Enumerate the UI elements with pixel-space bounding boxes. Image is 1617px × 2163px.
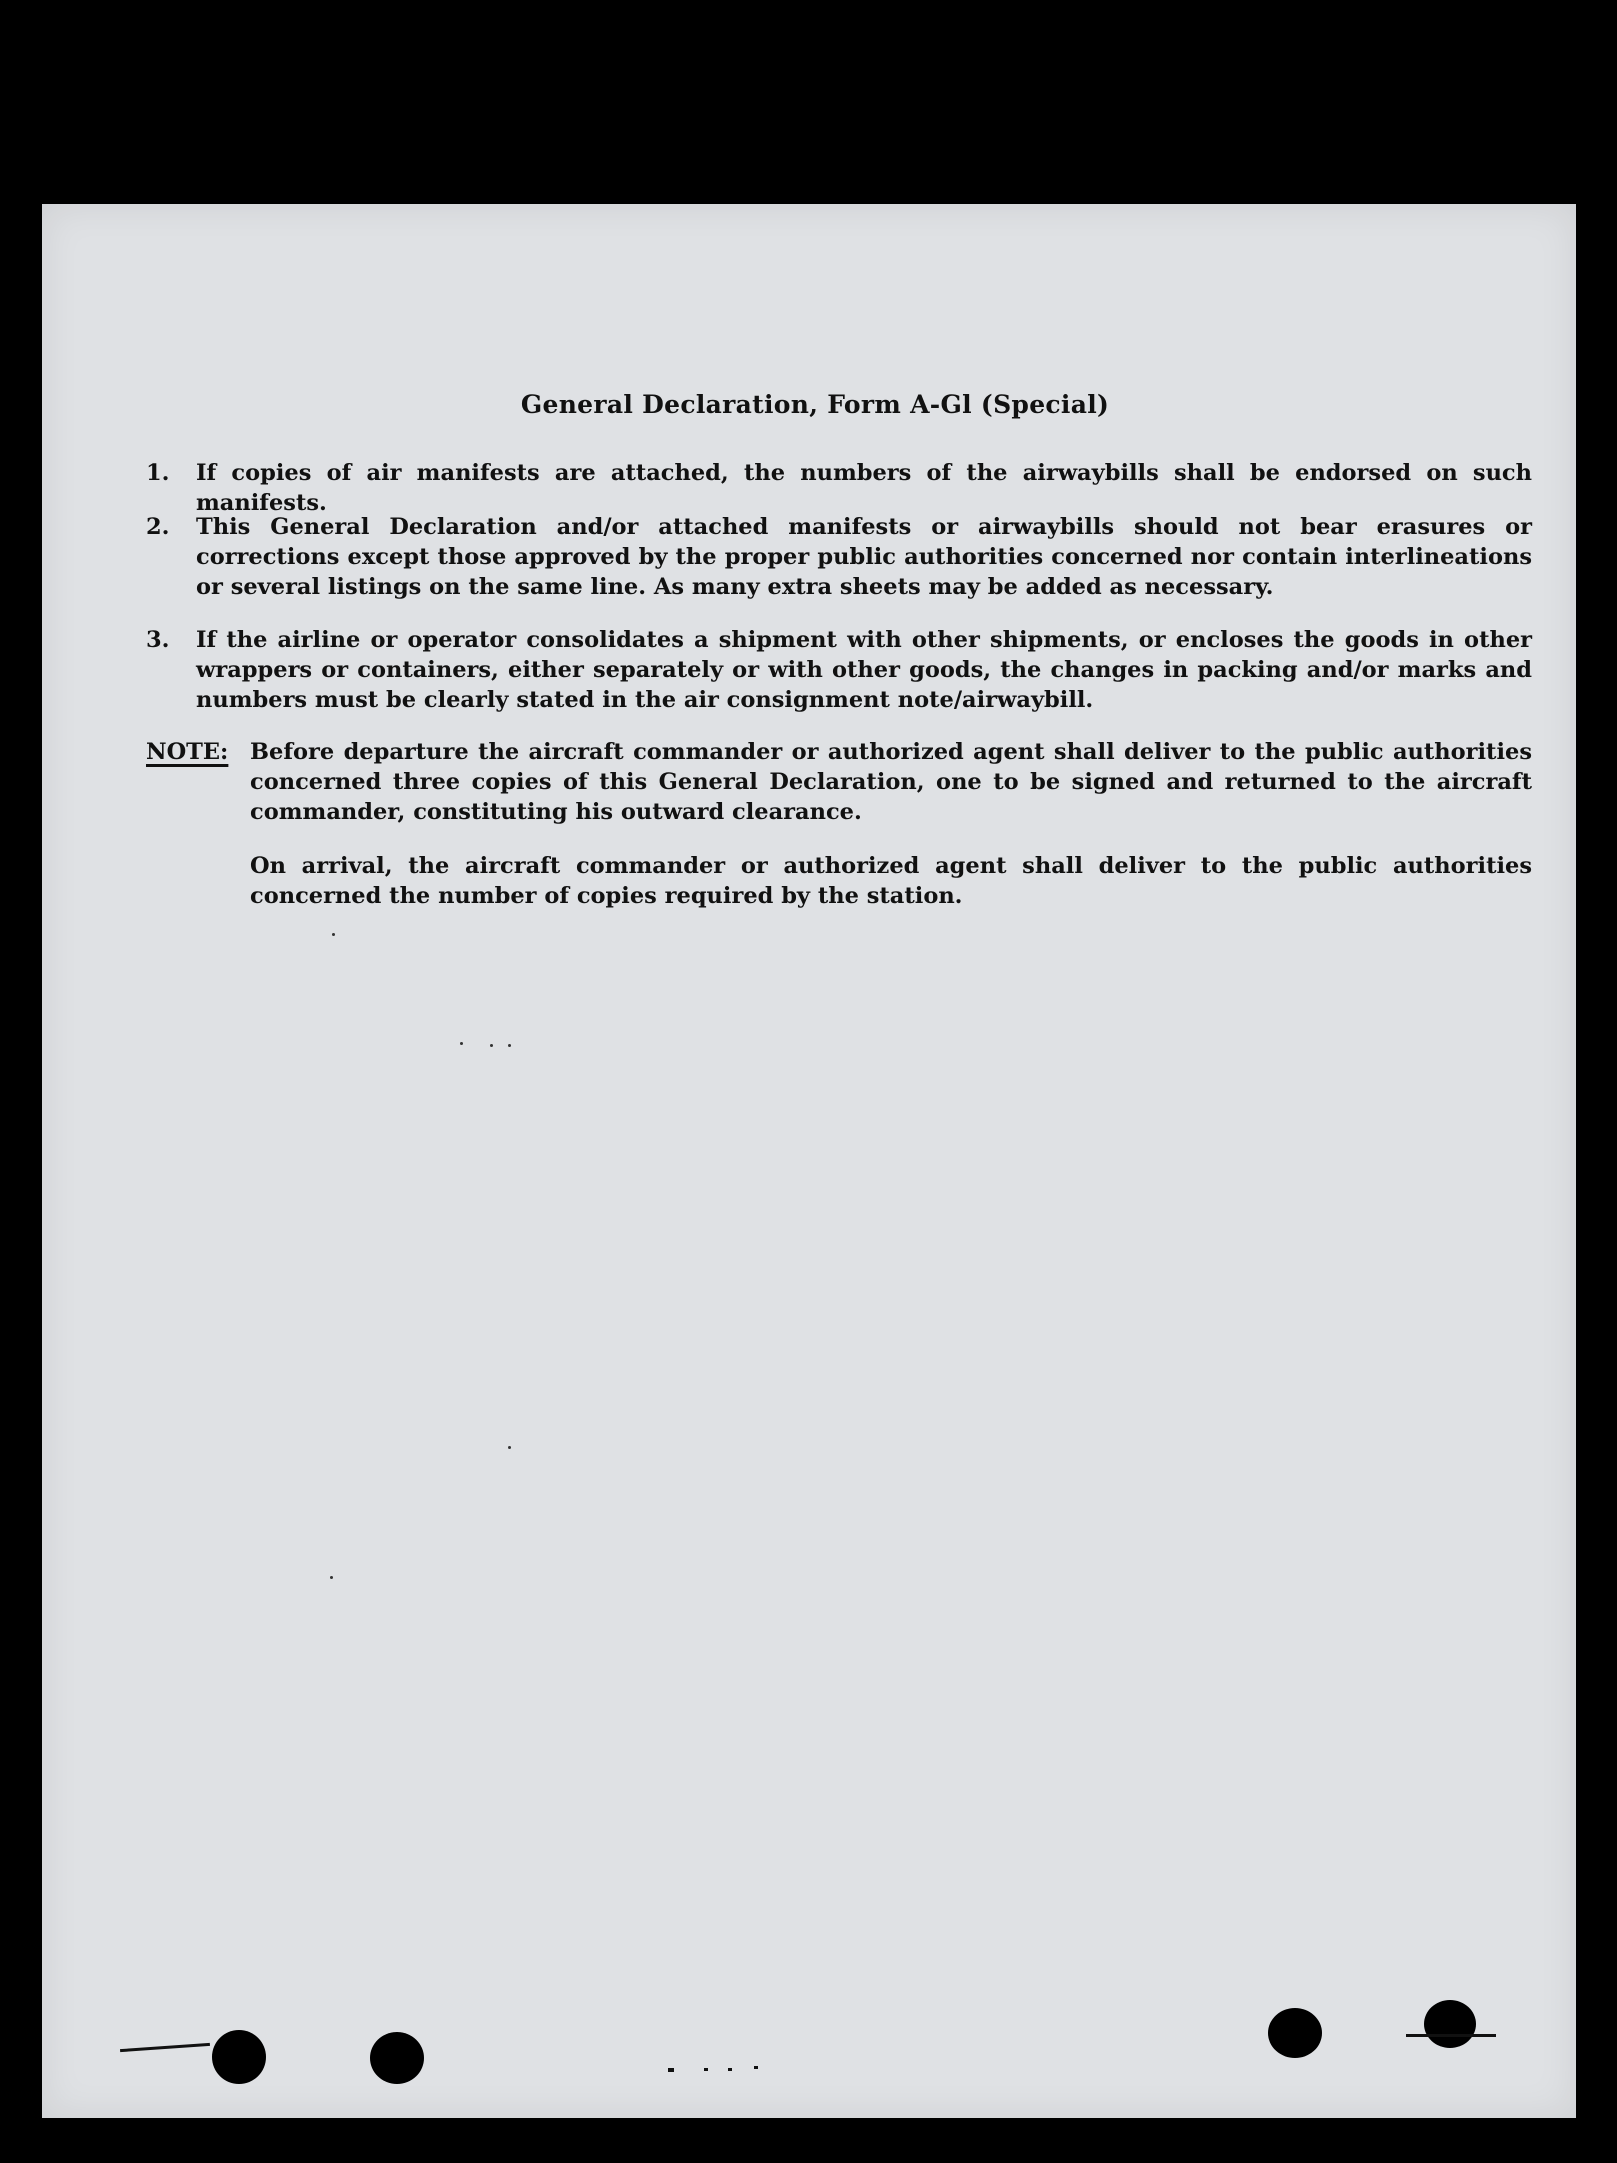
punch-hole xyxy=(370,2032,424,2084)
scan-mark xyxy=(120,2043,210,2052)
scan-mark xyxy=(1406,2034,1496,2037)
note-section xyxy=(146,737,1532,911)
list-item-2 xyxy=(146,512,1532,602)
list-item-3 xyxy=(146,625,1532,715)
list-item-1 xyxy=(146,458,1532,518)
scan-speck xyxy=(332,933,335,936)
punch-hole xyxy=(212,2030,266,2084)
punch-hole xyxy=(1424,2000,1476,2048)
item-text: If the airline or operator consolidates a shipment with other shipments, or encloses the goods in other wrappers or containers, either separately or with other goods, the changes in packing and/or marks and numbers must be clearly stated in the air consignment note/airwaybill. xyxy=(196,627,1532,713)
scan-mark xyxy=(704,2068,708,2071)
scan-mark xyxy=(754,2066,758,2069)
item-text: This General Declaration and/or attached manifests or airwaybills should not bear erasures or corrections except those approved by the proper public authorities concerned nor contain interlineations or several listings on the same line. As many extra sheets may be added as necessary. xyxy=(196,514,1532,600)
scan-speck xyxy=(490,1044,493,1047)
note-paragraph-1: Before departure the aircraft commander or authorized agent shall deliver to the public authorities concerned three copies of this General Declaration, one to be signed and returned to the aircraft commander, constituting his outward clearance. xyxy=(250,739,1532,825)
scan-mark xyxy=(728,2068,732,2071)
scan-speck xyxy=(508,1044,511,1047)
item-number: 2. xyxy=(146,514,170,540)
note-paragraph-2: On arrival, the aircraft commander or authorized agent shall deliver to the public authorities concerned the number of copies required by the station. xyxy=(250,853,1532,909)
note-label: NOTE: xyxy=(146,739,229,765)
item-number: 3. xyxy=(146,627,170,653)
scan-speck xyxy=(508,1446,511,1449)
scan-speck xyxy=(330,1576,333,1579)
punch-hole xyxy=(1268,2008,1322,2058)
document-title: General Declaration, Form A-Gl (Special) xyxy=(520,390,1110,419)
item-number: 1. xyxy=(146,460,170,486)
document-page xyxy=(42,204,1576,2118)
scan-speck xyxy=(460,1042,463,1045)
item-text: If copies of air manifests are attached, the numbers of the airwaybills shall be endorsed on such manifests. xyxy=(196,460,1532,516)
scan-mark xyxy=(668,2068,674,2072)
